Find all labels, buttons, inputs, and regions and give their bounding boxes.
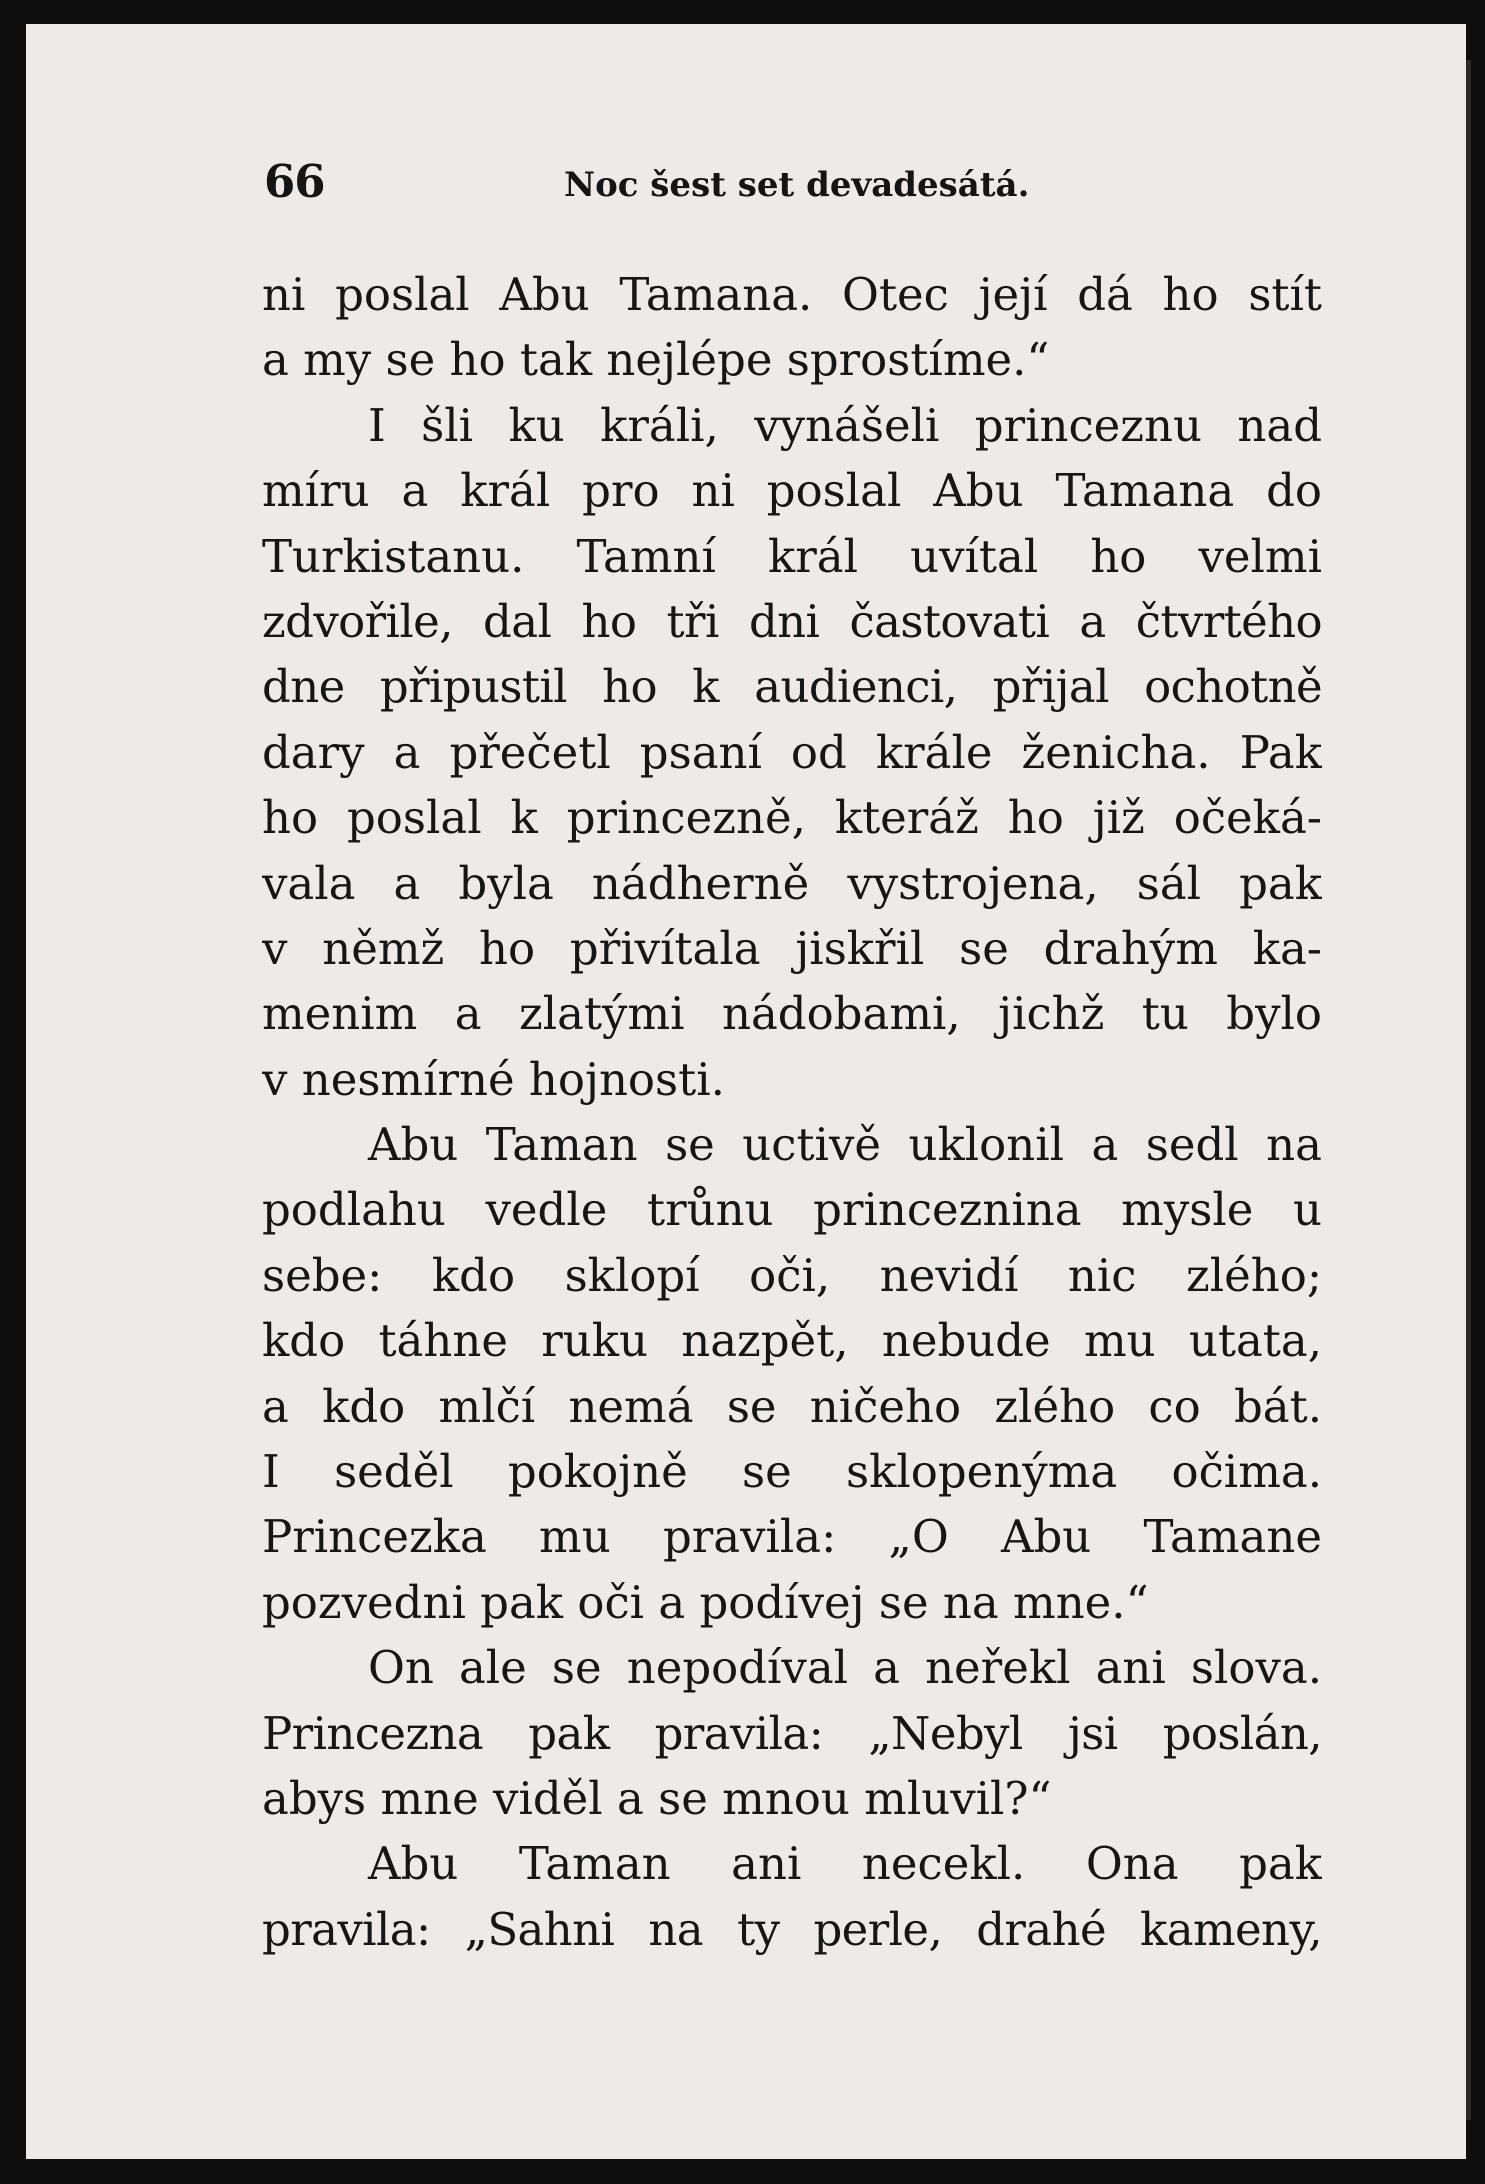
text-line: dne připustil ho k audienci, přijal ochotně <box>262 660 1322 714</box>
text-line: podlahu vedle trůnu princeznina mysle u <box>262 1183 1322 1237</box>
text-line: sebe: kdo sklopí oči, nevidí nic zlého; <box>262 1248 1322 1302</box>
text-line: menim a zlatými nádobami, jichž tu bylo <box>262 987 1322 1041</box>
text-line: abys mne viděl a se mnou mluvil?“ <box>262 1771 1052 1825</box>
text-line: Princezka mu pravila: „O Abu Tamane <box>262 1510 1322 1564</box>
text-line: I šli ku králi, vynášeli princeznu nad <box>368 398 1322 452</box>
text-line: v němž ho přivítala jiskřil se drahým ka- <box>262 921 1322 975</box>
text-line: dary a přečetl psaní od krále ženicha. Pak <box>262 725 1322 779</box>
text-line: Abu Taman ani necekl. Ona pak <box>368 1837 1322 1891</box>
running-title: Noc šest set devadesátá. <box>564 165 1030 205</box>
text-line: ho poslal k princezně, kteráž ho již očeká- <box>262 791 1322 845</box>
text-line: kdo táhne ruku nazpět, nebude mu utata, <box>262 1314 1322 1368</box>
body-text <box>262 262 1322 1962</box>
text-line: ni poslal Abu Tamana. Otec její dá ho stít <box>262 268 1322 321</box>
text-line: Princezna pak pravila: „Nebyl jsi poslán, <box>262 1706 1322 1760</box>
text-line: I seděl pokojně se sklopenýma očima. <box>262 1445 1322 1499</box>
text-line: pravila: „Sahni na ty perle, drahé kameny, <box>262 1902 1322 1956</box>
text-line: a my se ho tak nejlépe sprostíme.“ <box>262 333 1050 387</box>
page-header <box>264 155 1324 215</box>
text-line: zdvořile, dal ho tři dni častovati a čtvrtého <box>262 594 1322 648</box>
text-line: Turkistanu. Tamní král uvítal ho velmi <box>262 529 1322 583</box>
text-line: míru a král pro ni poslal Abu Tamana do <box>262 464 1322 518</box>
text-line: a kdo mlčí nemá se ničeho zlého co bát. <box>262 1379 1322 1433</box>
text-line: On ale se nepodíval a neřekl ani slova. <box>368 1641 1322 1695</box>
text-line: pozvedni pak oči a podívej se na mne.“ <box>262 1575 1149 1629</box>
adjacent-page-edge <box>1466 60 1471 2120</box>
text-line: v nesmírné hojnosti. <box>262 1052 725 1106</box>
text-line: Abu Taman se uctivě uklonil a sedl na <box>368 1118 1322 1172</box>
page-number: 66 <box>264 155 325 208</box>
text-line: vala a byla nádherně vystrojena, sál pak <box>262 856 1322 910</box>
